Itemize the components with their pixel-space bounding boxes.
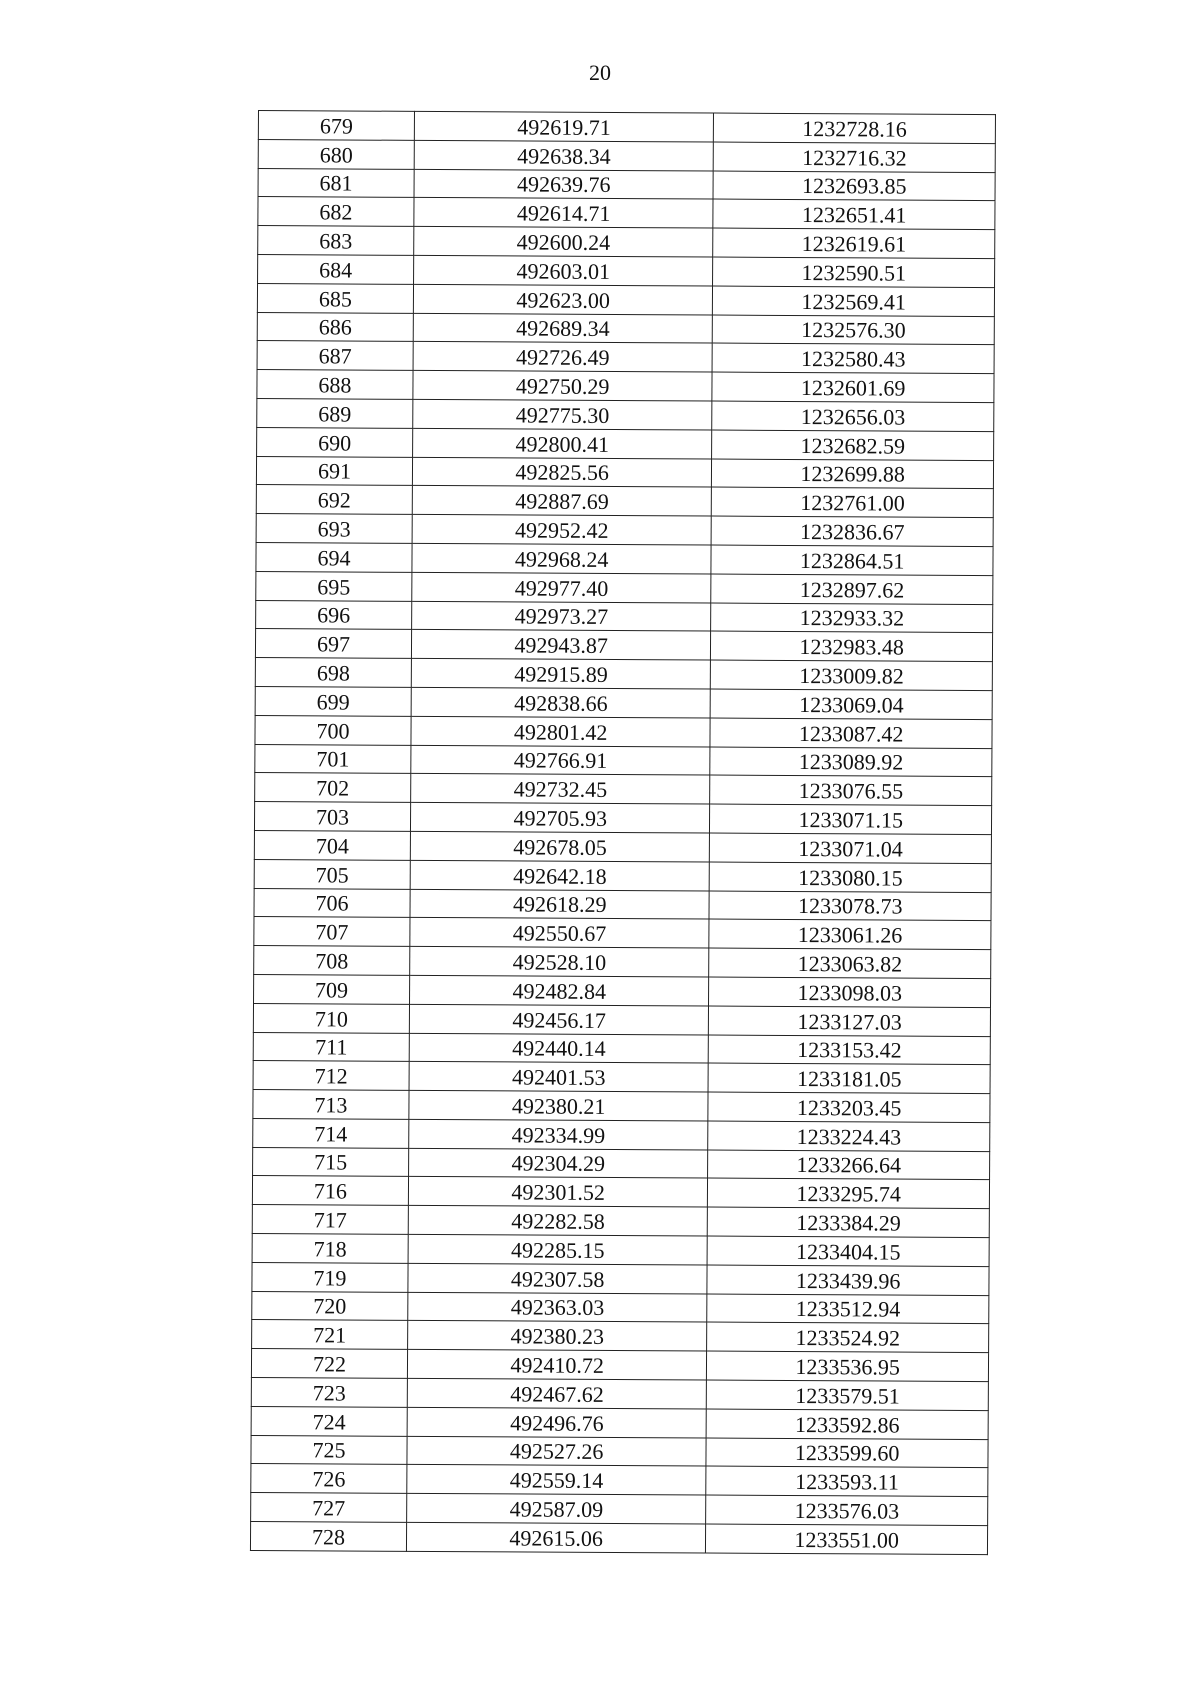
table-row [251, 1349, 988, 1382]
y-coordinate-cell: 1233061.26 [709, 919, 991, 949]
table-row [254, 802, 991, 835]
point-number-cell: 710 [253, 1003, 409, 1033]
x-coordinate-cell: 492775.30 [413, 399, 713, 429]
x-coordinate-cell: 492456.17 [409, 1004, 709, 1034]
x-coordinate-cell: 492282.58 [408, 1206, 708, 1236]
table-row [257, 341, 994, 374]
y-coordinate-cell: 1233089.92 [710, 747, 992, 777]
x-coordinate-cell: 492334.99 [409, 1119, 709, 1149]
y-coordinate-cell: 1232983.48 [711, 631, 993, 661]
table-row [256, 542, 993, 575]
point-number-cell: 717 [252, 1205, 408, 1235]
point-number-cell: 723 [251, 1378, 407, 1408]
point-number-cell: 692 [256, 485, 412, 515]
point-number-cell: 711 [253, 1032, 409, 1062]
point-number-cell: 705 [254, 859, 410, 889]
y-coordinate-cell: 1233098.03 [709, 977, 991, 1007]
x-coordinate-cell: 492642.18 [410, 860, 710, 890]
point-number-cell: 681 [258, 168, 414, 198]
point-number-cell: 720 [252, 1291, 408, 1321]
table-row [252, 1291, 989, 1324]
x-coordinate-cell: 492973.27 [412, 601, 712, 631]
point-number-cell: 691 [256, 456, 412, 486]
y-coordinate-cell: 1232576.30 [713, 315, 995, 345]
table-row [257, 283, 994, 316]
y-coordinate-cell: 1232601.69 [712, 372, 994, 402]
y-coordinate-cell: 1232933.32 [711, 603, 993, 633]
point-number-cell: 721 [252, 1320, 408, 1350]
point-number-cell: 722 [251, 1349, 407, 1379]
point-number-cell: 724 [251, 1406, 407, 1436]
table-row [255, 658, 992, 691]
x-coordinate-cell: 492726.49 [413, 342, 713, 372]
x-coordinate-cell: 492527.26 [407, 1436, 707, 1466]
x-coordinate-cell: 492603.01 [414, 255, 714, 285]
point-number-cell: 685 [257, 283, 413, 313]
point-number-cell: 695 [256, 571, 412, 601]
y-coordinate-cell: 1233295.74 [708, 1179, 990, 1209]
x-coordinate-cell: 492467.62 [407, 1378, 707, 1408]
table-row [252, 1262, 989, 1295]
y-coordinate-cell: 1232569.41 [713, 286, 995, 316]
point-number-cell: 680 [258, 139, 414, 169]
table-row [251, 1464, 988, 1497]
point-number-cell: 719 [252, 1262, 408, 1292]
table-row [254, 974, 991, 1007]
table-row [253, 1061, 990, 1094]
point-number-cell: 701 [255, 744, 411, 774]
table-row [255, 773, 992, 806]
y-coordinate-cell: 1232699.88 [712, 459, 994, 489]
x-coordinate-cell: 492977.40 [412, 572, 712, 602]
point-number-cell: 714 [253, 1118, 409, 1148]
y-coordinate-cell: 1233181.05 [708, 1063, 990, 1093]
y-coordinate-cell: 1233127.03 [709, 1006, 991, 1036]
y-coordinate-cell: 1233592.86 [706, 1409, 988, 1439]
point-number-cell: 715 [253, 1147, 409, 1177]
x-coordinate-cell: 492623.00 [413, 284, 713, 314]
y-coordinate-cell: 1233080.15 [710, 862, 992, 892]
x-coordinate-cell: 492732.45 [411, 774, 711, 804]
y-coordinate-cell: 1232728.16 [714, 113, 996, 143]
table-row [251, 1493, 988, 1526]
table-row [254, 917, 991, 950]
x-coordinate-cell: 492307.58 [408, 1263, 708, 1293]
y-coordinate-cell: 1233076.55 [710, 775, 992, 805]
table-row [253, 1032, 990, 1065]
coordinates-table-body [250, 111, 995, 1555]
point-number-cell: 707 [254, 917, 410, 947]
point-number-cell: 694 [256, 542, 412, 572]
y-coordinate-cell: 1232864.51 [711, 545, 993, 575]
table-row [256, 485, 993, 518]
x-coordinate-cell: 492825.56 [412, 457, 712, 487]
table-row [252, 1205, 989, 1238]
point-number-cell: 703 [254, 802, 410, 832]
y-coordinate-cell: 1232590.51 [713, 257, 995, 287]
x-coordinate-cell: 492952.42 [412, 515, 712, 545]
point-number-cell: 699 [255, 686, 411, 716]
table-row [258, 139, 995, 172]
x-coordinate-cell: 492619.71 [414, 111, 714, 141]
table-row [253, 1118, 990, 1151]
y-coordinate-cell: 1232836.67 [711, 516, 993, 546]
y-coordinate-cell: 1233009.82 [711, 660, 993, 690]
point-number-cell: 683 [258, 226, 414, 256]
x-coordinate-cell: 492801.42 [411, 716, 711, 746]
y-coordinate-cell: 1233063.82 [709, 948, 991, 978]
y-coordinate-cell: 1233576.03 [706, 1495, 988, 1525]
table-row [251, 1406, 988, 1439]
x-coordinate-cell: 492304.29 [409, 1148, 709, 1178]
table-row [255, 686, 992, 719]
x-coordinate-cell: 492380.23 [408, 1321, 708, 1351]
x-coordinate-cell: 492915.89 [411, 659, 711, 689]
point-number-cell: 713 [253, 1090, 409, 1120]
y-coordinate-cell: 1233551.00 [706, 1524, 988, 1554]
y-coordinate-cell: 1232897.62 [711, 574, 993, 604]
coordinates-table [250, 110, 996, 1555]
x-coordinate-cell: 492410.72 [407, 1350, 707, 1380]
y-coordinate-cell: 1233439.96 [707, 1265, 989, 1295]
point-number-cell: 706 [254, 888, 410, 918]
table-row [253, 1003, 990, 1036]
point-number-cell: 696 [256, 600, 412, 630]
y-coordinate-cell: 1233071.04 [710, 833, 992, 863]
point-number-cell: 698 [255, 658, 411, 688]
x-coordinate-cell: 492600.24 [414, 227, 714, 257]
point-number-cell: 690 [257, 427, 413, 457]
point-number-cell: 702 [255, 773, 411, 803]
x-coordinate-cell: 492587.09 [407, 1494, 707, 1524]
x-coordinate-cell: 492705.93 [410, 802, 710, 832]
y-coordinate-cell: 1233536.95 [707, 1351, 989, 1381]
table-row [251, 1435, 988, 1468]
y-coordinate-cell: 1232693.85 [713, 171, 995, 201]
x-coordinate-cell: 492482.84 [410, 975, 710, 1005]
x-coordinate-cell: 492689.34 [413, 313, 713, 343]
y-coordinate-cell: 1232580.43 [712, 343, 994, 373]
y-coordinate-cell: 1233071.15 [710, 804, 992, 834]
table-row [258, 254, 995, 287]
point-number-cell: 689 [257, 398, 413, 428]
y-coordinate-cell: 1233203.45 [708, 1092, 990, 1122]
x-coordinate-cell: 492614.71 [414, 198, 714, 228]
y-coordinate-cell: 1233512.94 [707, 1294, 989, 1324]
y-coordinate-cell: 1233593.11 [706, 1466, 988, 1496]
table-row [257, 398, 994, 431]
y-coordinate-cell: 1233266.64 [708, 1150, 990, 1180]
table-row [254, 830, 991, 863]
y-coordinate-cell: 1232619.61 [713, 228, 995, 258]
point-number-cell: 682 [258, 197, 414, 227]
point-number-cell: 686 [257, 312, 413, 342]
table-row [255, 715, 992, 748]
table-row [257, 427, 994, 460]
x-coordinate-cell: 492496.76 [407, 1407, 707, 1437]
page-number: 20 [589, 60, 611, 85]
x-coordinate-cell: 492943.87 [411, 630, 711, 660]
x-coordinate-cell: 492638.34 [414, 140, 714, 170]
y-coordinate-cell: 1233224.43 [708, 1121, 990, 1151]
table-row [256, 600, 993, 633]
x-coordinate-cell: 492401.53 [409, 1062, 709, 1092]
x-coordinate-cell: 492800.41 [413, 428, 713, 458]
x-coordinate-cell: 492766.91 [411, 745, 711, 775]
point-number-cell: 728 [250, 1522, 406, 1552]
y-coordinate-cell: 1233069.04 [710, 689, 992, 719]
x-coordinate-cell: 492285.15 [408, 1234, 708, 1264]
y-coordinate-cell: 1232651.41 [713, 199, 995, 229]
x-coordinate-cell: 492968.24 [412, 543, 712, 573]
table-row [256, 571, 993, 604]
x-coordinate-cell: 492887.69 [412, 486, 712, 516]
x-coordinate-cell: 492838.66 [411, 687, 711, 717]
table-row [252, 1176, 989, 1209]
point-number-cell: 708 [254, 946, 410, 976]
y-coordinate-cell: 1233153.42 [709, 1035, 991, 1065]
y-coordinate-cell: 1232761.00 [712, 487, 994, 517]
y-coordinate-cell: 1233599.60 [706, 1438, 988, 1468]
point-number-cell: 725 [251, 1435, 407, 1465]
x-coordinate-cell: 492440.14 [409, 1033, 709, 1063]
table-row [258, 168, 995, 201]
y-coordinate-cell: 1233404.15 [707, 1236, 989, 1266]
table-row [258, 197, 995, 230]
y-coordinate-cell: 1233087.42 [710, 718, 992, 748]
x-coordinate-cell: 492528.10 [410, 946, 710, 976]
point-number-cell: 679 [258, 111, 414, 141]
table-row [250, 1522, 987, 1555]
table-row [253, 1147, 990, 1180]
x-coordinate-cell: 492301.52 [408, 1177, 708, 1207]
table-row [257, 312, 994, 345]
point-number-cell: 687 [257, 341, 413, 371]
table-row [252, 1234, 989, 1267]
point-number-cell: 684 [258, 254, 414, 284]
x-coordinate-cell: 492618.29 [410, 889, 710, 919]
point-number-cell: 700 [255, 715, 411, 745]
x-coordinate-cell: 492550.67 [410, 918, 710, 948]
table-row [252, 1320, 989, 1353]
x-coordinate-cell: 492678.05 [410, 831, 710, 861]
y-coordinate-cell: 1232682.59 [712, 430, 994, 460]
y-coordinate-cell: 1232716.32 [714, 142, 996, 172]
x-coordinate-cell: 492750.29 [413, 371, 713, 401]
table-row [251, 1378, 988, 1411]
table-row [256, 456, 993, 489]
point-number-cell: 697 [255, 629, 411, 659]
y-coordinate-cell: 1233384.29 [708, 1207, 990, 1237]
table-row [256, 514, 993, 547]
x-coordinate-cell: 492559.14 [407, 1465, 707, 1495]
x-coordinate-cell: 492615.06 [406, 1522, 706, 1552]
y-coordinate-cell: 1233078.73 [709, 891, 991, 921]
x-coordinate-cell: 492380.21 [409, 1090, 709, 1120]
x-coordinate-cell: 492639.76 [414, 169, 714, 199]
table-row [258, 111, 995, 144]
point-number-cell: 688 [257, 370, 413, 400]
table-row [255, 629, 992, 662]
point-number-cell: 704 [254, 830, 410, 860]
point-number-cell: 693 [256, 514, 412, 544]
x-coordinate-cell: 492363.03 [408, 1292, 708, 1322]
table-row [257, 370, 994, 403]
point-number-cell: 709 [254, 974, 410, 1004]
y-coordinate-cell: 1232656.03 [712, 401, 994, 431]
point-number-cell: 718 [252, 1234, 408, 1264]
table-row [258, 226, 995, 259]
point-number-cell: 716 [252, 1176, 408, 1206]
y-coordinate-cell: 1233579.51 [707, 1380, 989, 1410]
point-number-cell: 726 [251, 1464, 407, 1494]
table-row [253, 1090, 990, 1123]
table-row [255, 744, 992, 777]
point-number-cell: 727 [251, 1493, 407, 1523]
table-row [254, 946, 991, 979]
table-row [254, 859, 991, 892]
point-number-cell: 712 [253, 1061, 409, 1091]
table-row [254, 888, 991, 921]
y-coordinate-cell: 1233524.92 [707, 1322, 989, 1352]
